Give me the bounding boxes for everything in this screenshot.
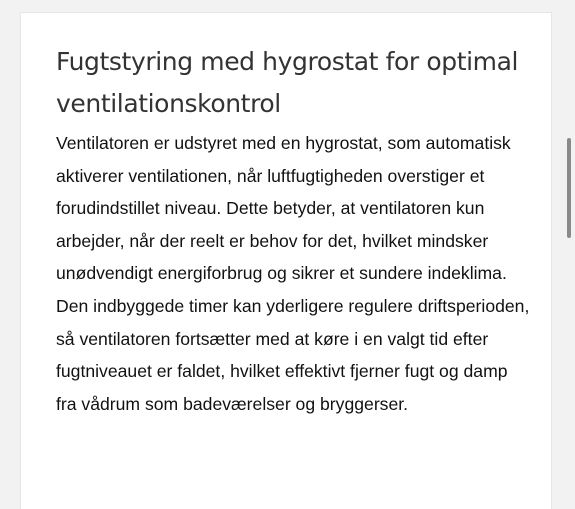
section-heading: Fugtstyring med hygrostat for optimal ventilationskontrol	[56, 47, 519, 118]
top-strip	[0, 0, 575, 12]
scrollbar-thumb[interactable]	[567, 138, 571, 238]
scrollbar-track[interactable]	[565, 12, 575, 509]
section-body-text: Ventilatoren er udstyret med en hygrostat, som automatisk aktiverer ventilationen, når luftfugtigheden overstiger et forudindstillet niveau. Dette betyder, at ventilatoren kun arbejder, når der reelt er behov for det, hvilket mindsker unødvendigt energiforbrug og sikrer et sundere indeklima. Den indbyggede timer kan yderligere regulere driftsperioden, så ventilatoren fortsætter med at køre i en valgt tid efter fugtniveauet er faldet, hvilket effektivt fjerner fugt og damp fra vådrum som badeværelser og bryggerser.	[56, 133, 530, 414]
content-card	[20, 12, 552, 509]
